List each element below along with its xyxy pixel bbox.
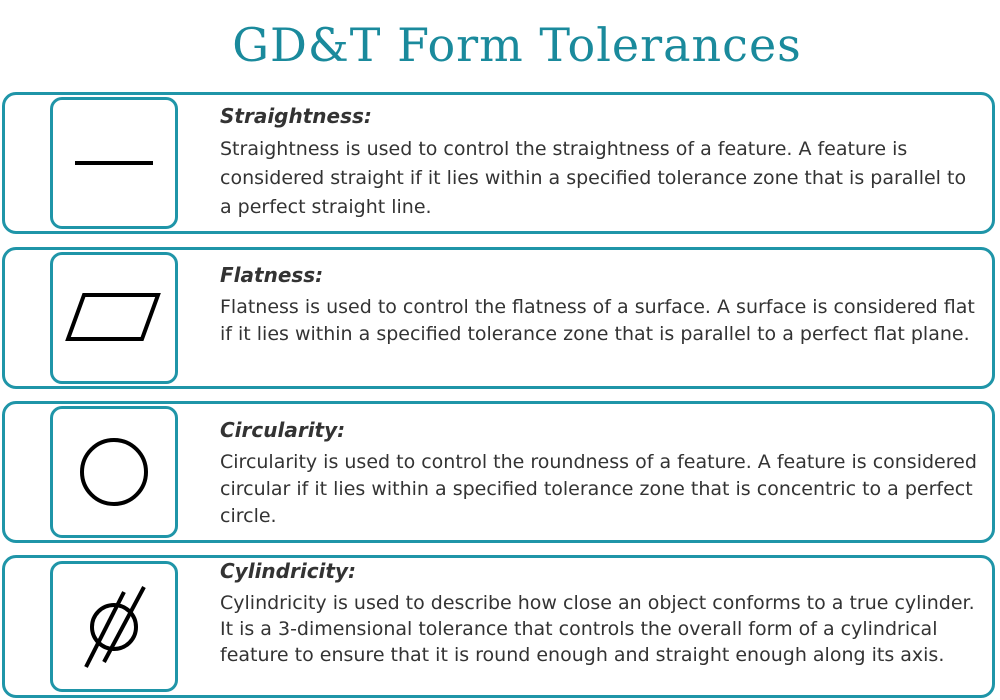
symbol-box-flatness (50, 252, 178, 384)
tolerance-description: Circularity is used to control the roundness of a feature. A feature is considered circular if it lies within a specified tolerance zone that is concentric to a perfect circle. (220, 451, 977, 527)
tolerance-text-circularity (220, 417, 980, 530)
tolerance-text-straightness (220, 103, 980, 222)
tolerance-term: Straightness: (220, 104, 372, 128)
page-title: GD&T Form Tolerances (232, 18, 802, 72)
tolerance-term: Circularity: (220, 418, 346, 442)
tolerance-term: Flatness: (220, 263, 324, 287)
circularity-icon (74, 432, 154, 512)
cylindricity-icon (64, 582, 164, 672)
tolerance-text-cylindricity (220, 558, 980, 668)
symbol-box-straightness (50, 97, 178, 229)
tolerance-text-flatness (220, 262, 980, 348)
symbol-box-circularity (50, 406, 178, 538)
tolerance-description: Flatness is used to control the flatness of a surface. A surface is considered flat if it lies within a specified tolerance zone that is parallel to a perfect flat plane. (220, 296, 975, 345)
symbol-box-cylindricity (50, 561, 178, 692)
tolerance-description: Straightness is used to control the straightness of a feature. A feature is considered straight if it lies within a specified tolerance zone that is parallel to a perfect straight line. (220, 138, 967, 218)
flatness-icon (64, 288, 164, 348)
straightness-icon (69, 143, 159, 183)
tolerance-term: Cylindricity: (220, 559, 357, 583)
tolerance-description: Cylindricity is used to describe how close an object conforms to a true cylinder. It is a 3-dimensional tolerance that controls the overall form of a cylindrical feature to ensure that it is round enough and straight enough along its axis. (220, 592, 975, 666)
